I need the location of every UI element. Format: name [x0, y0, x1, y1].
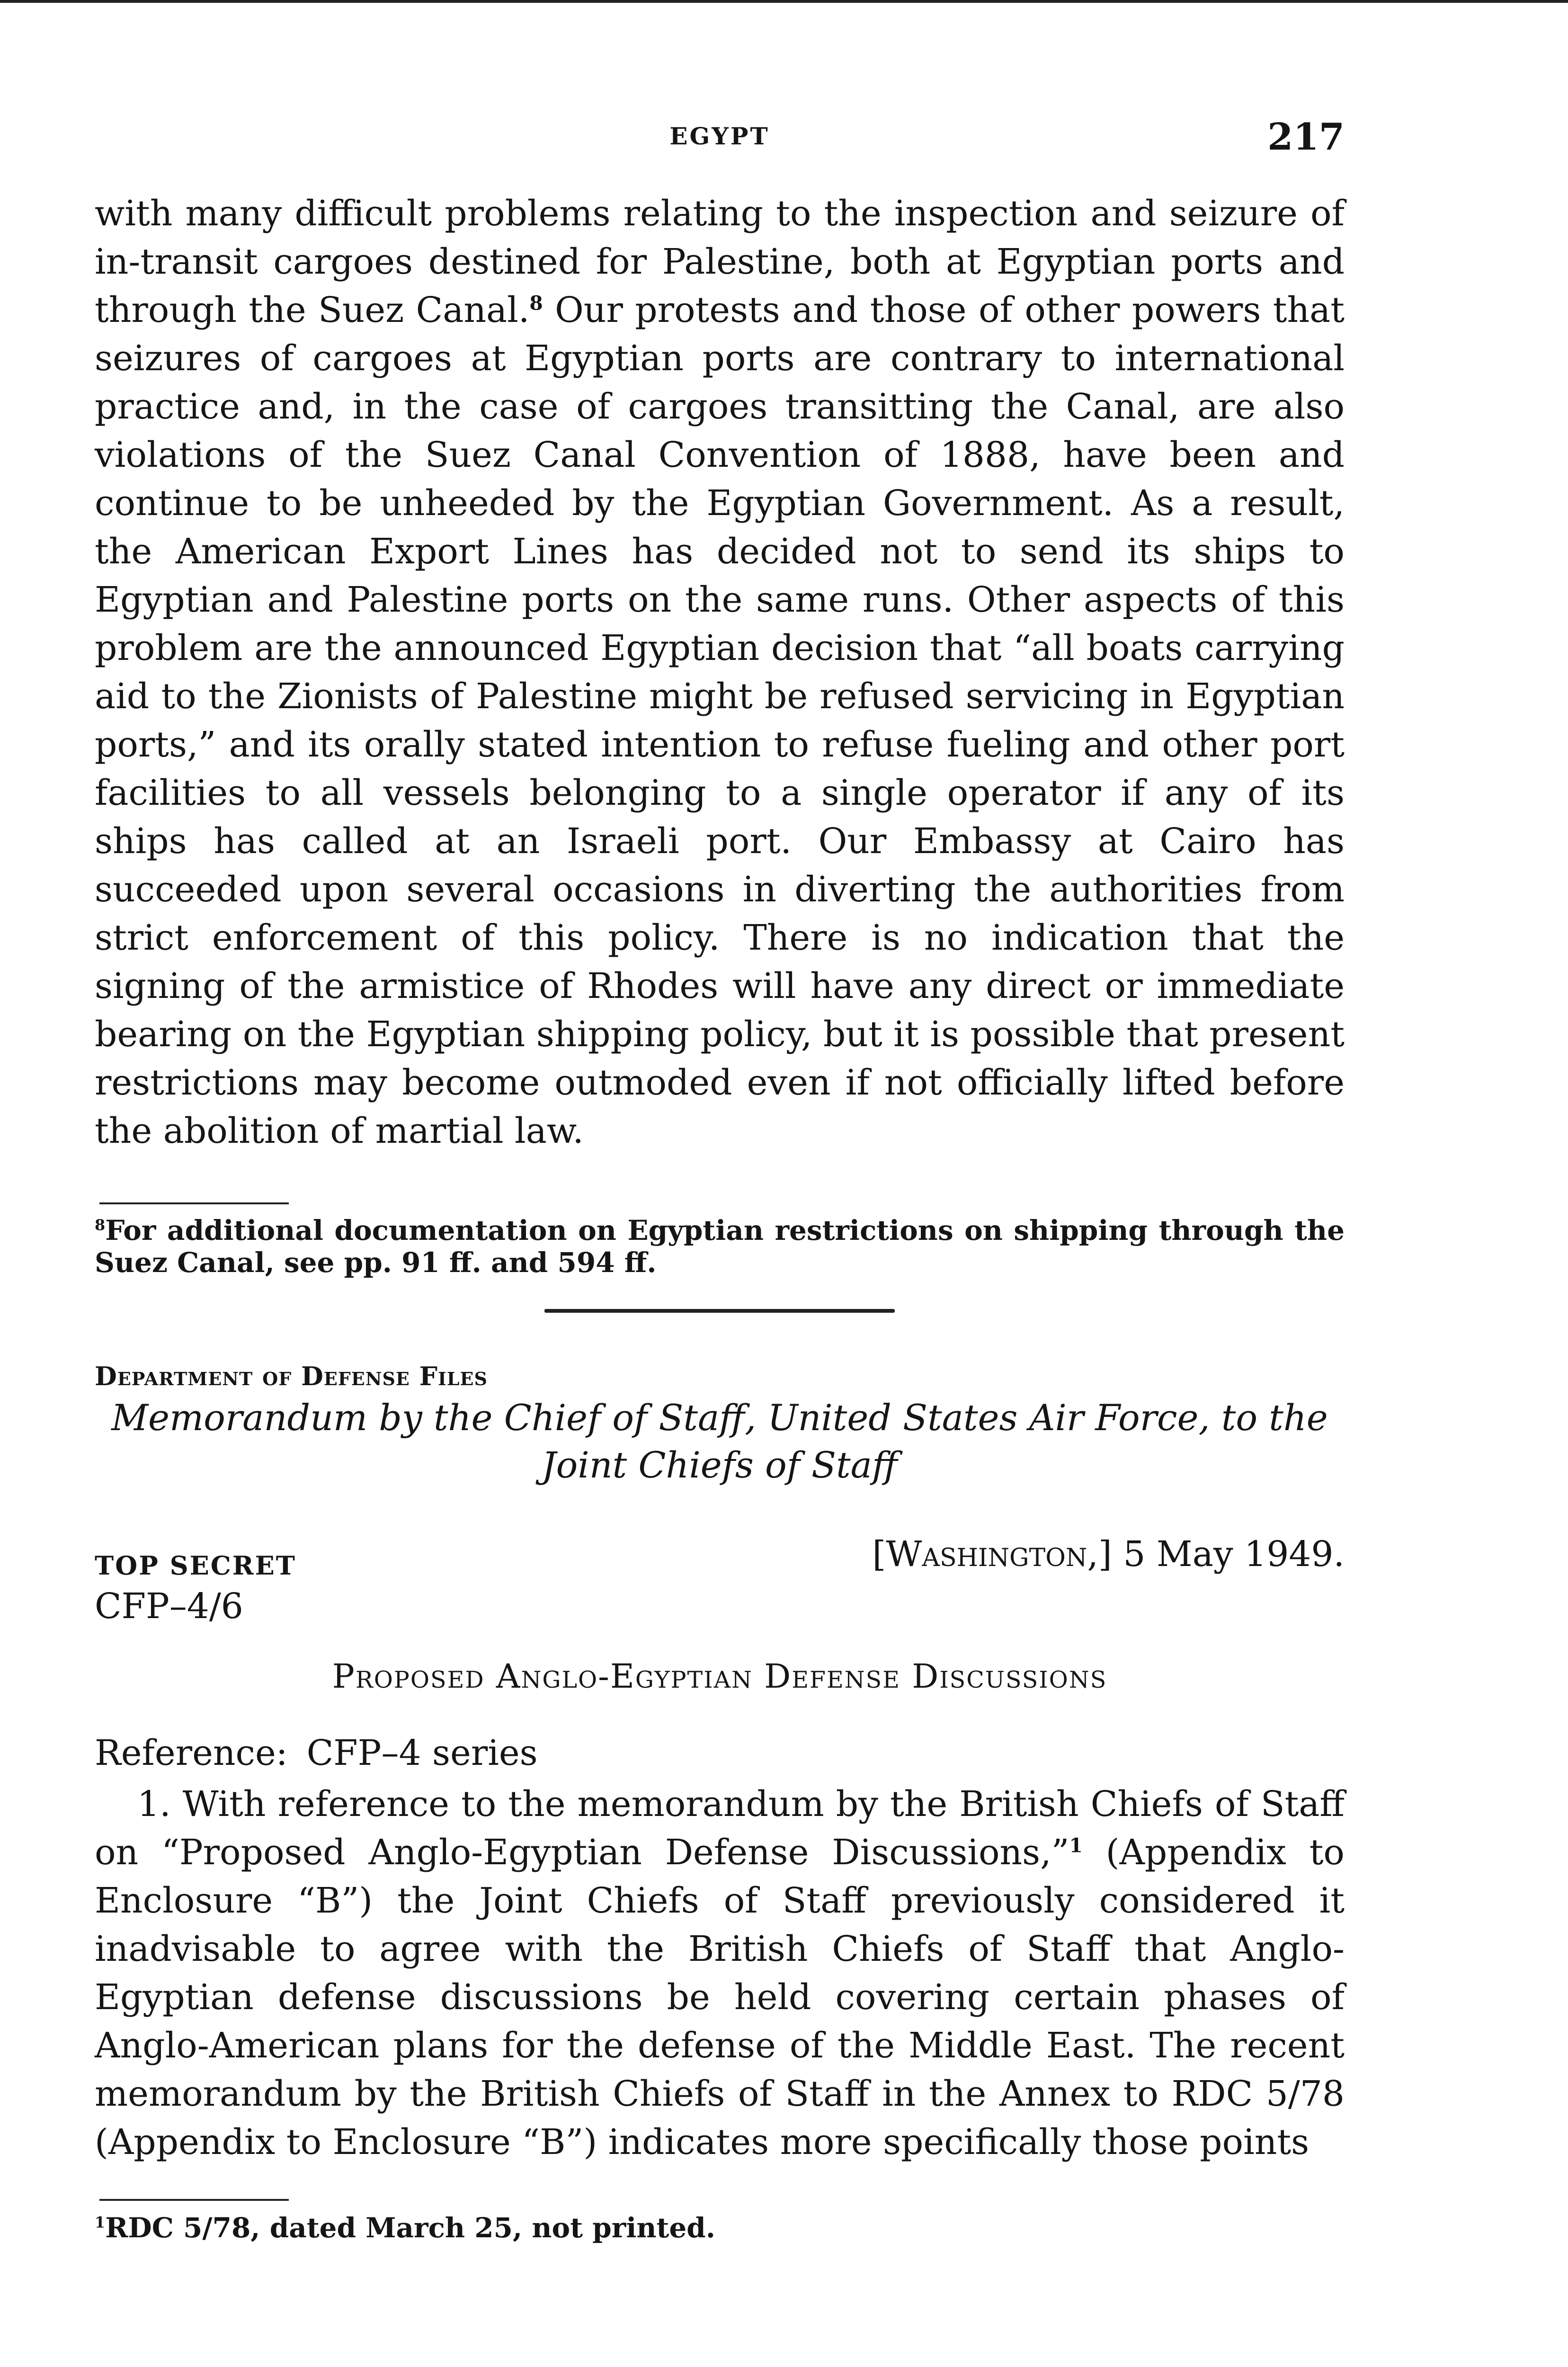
paragraph-2-text-b: (Appendix to Enclosure “B”) the Joint Chiefs of Staff previously considered it inadvisable to agree with the British Chiefs of Staff that Anglo-Egyptian defense discussions be held covering certain phases of Anglo-American plans for the defense of the Middle East. The recent memorandum by the British Chiefs of Staff in the Annex to RDC 5/78 (Appendix to Enclosure “B”) indicates more specifically those points [95, 1832, 1345, 2162]
footnote-1-ref: 1 [1069, 1834, 1083, 1857]
dateline [873, 1534, 1345, 1575]
dateline-place: [Washington,] [872, 1534, 1112, 1575]
page-number: 217 [1267, 116, 1345, 159]
document-title-line-1: Memorandum by the Chief of Staff, United States Air Force, to the [111, 1397, 1328, 1439]
footnote-8-ref: 8 [529, 292, 543, 315]
running-head-title: EGYPT [669, 122, 770, 150]
document-title [95, 1394, 1345, 1489]
reference-value: CFP–4 series [306, 1733, 538, 1773]
footnote-8-marker: 8 [95, 1216, 106, 1234]
footnote-rule [99, 1202, 289, 1204]
top-border [0, 0, 1568, 3]
footnote-8 [95, 1214, 1345, 1279]
paragraph-1-text-b: Our protests and those of other powers that seizures of cargoes at Egyptian ports are contrary to international practice and, in the case of cargoes transitting the Canal, are also violations of the Suez Canal Convention of 1888, have been and continue to be unheeded by the Egyptian Government. As a result, the American Export Lines has decided not to send its ships to Egyptian and Palestine ports on the same runs. Other aspects of this problem are the announced Egyptian decision that “all boats carrying aid to the Zionists of Palestine might be refused servicing in Egyptian ports,” and its orally stated intention to refuse fueling and other port facilities to all vessels belonging to a single operator if any of its ships has called at an Israeli port. Our Embassy at Cairo has succeeded upon several occasions in diverting the authorities from strict enforcement of this policy. There is no indication that the signing of the armistice of Rhodes will have any direct or immediate bearing on the Egyptian shipping policy, but it is possible that present restrictions may become outmoded even if not officially lifted before the abolition of martial law. [95, 290, 1345, 1151]
document-title-line-2: Joint Chiefs of Staff [542, 1444, 898, 1486]
paragraph-2-text-a: 1. With reference to the memorandum by the British Chiefs of Staff on “Proposed Anglo-Egyptian Defense Discussions,” [95, 1784, 1345, 1873]
reference-label: Reference: [95, 1733, 288, 1773]
footnote-1-marker: 1 [95, 2213, 106, 2232]
classification: TOP SECRET [95, 1550, 296, 1581]
dateline-date: 5 May 1949. [1123, 1534, 1345, 1575]
running-head [95, 118, 1345, 161]
body-paragraph-1 [95, 189, 1345, 1155]
paragraph-1-text-a: with many difficult problems relating to the inspection and seizure of in-transit cargoes destined for Palestine, both at Egyptian ports and through the Suez Canal. [95, 193, 1345, 330]
document-number: CFP–4/6 [95, 1586, 243, 1627]
reference-line [95, 1733, 538, 1773]
footnote-rule-2 [99, 2199, 289, 2201]
body-paragraph-2 [95, 1780, 1345, 2166]
footnote-1-text: RDC 5/78, dated March 25, not printed. [105, 2212, 715, 2244]
subject-heading: Proposed Anglo-Egyptian Defense Discussions [332, 1657, 1107, 1696]
footnote-1 [95, 2212, 1345, 2244]
footnote-8-text: For additional documentation on Egyptian restrictions on shipping through the Suez Canal, see pp. 91 ff. and 594 ff. [95, 1214, 1345, 1279]
section-divider [544, 1309, 895, 1313]
document-source: Department of Defense Files [95, 1361, 488, 1391]
